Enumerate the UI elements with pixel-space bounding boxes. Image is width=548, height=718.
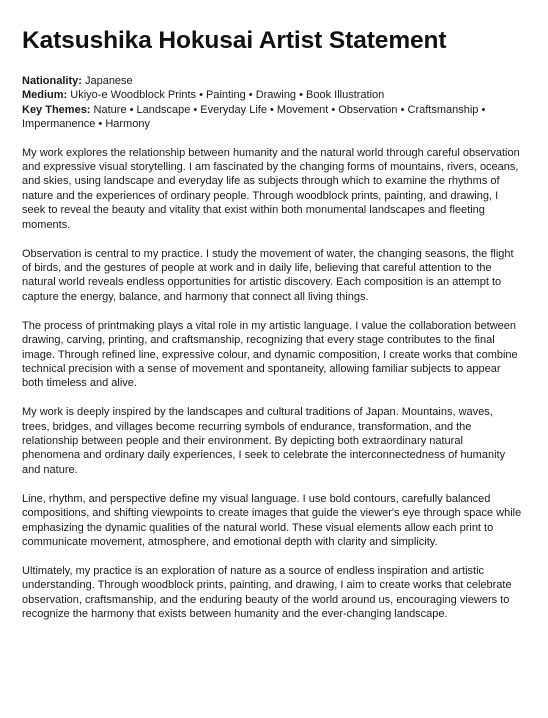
paragraph-intro: My work explores the relationship between humanity and the natural world through careful observation and expressive visual storytelling. I am fascinated by the changing forms of mountains, rivers, oceans, and skies, using landscape and everyday life as subjects through which to examine the rhythms of nature and the experiences of ordinary people. Through woodblock prints, painting, and drawing, I seek to reveal the beauty and vitality that exist within both monumental landscapes and fleeting moments. [22, 146, 520, 231]
meta-nationality-value: Japanese [81, 75, 133, 87]
document-title: Katsushika Hokusai Artist Statement [22, 27, 447, 54]
meta-nationality-label: Nationality: [22, 75, 82, 87]
meta-medium-label: Medium: [22, 89, 68, 102]
meta-key-themes-value: Nature • Landscape • Everyday Life • Movement • Observation • Craftsmanship • Impermanence • Harmony [22, 103, 486, 131]
meta-medium-value: Ukiyo-e Woodblock Prints • Painting • Drawing • Book Illustration [67, 89, 385, 102]
paragraph-observation: Observation is central to my practice. I study the movement of water, the changing seasons, the flight of birds, and the gestures of people at work and in daily life, believing that careful attention to the natural world reveals endless opportunities for artistic discovery. Each composition is an attempt to capture the energy, balance, and harmony that connect all living things. [22, 247, 514, 303]
meta-key-themes-label: Key Themes: [22, 103, 91, 116]
meta-medium [22, 88, 522, 102]
meta-nationality [22, 74, 522, 88]
paragraph-visual-language: Line, rhythm, and perspective define my visual language. I use bold contours, carefully balanced compositions, and shifting viewpoints to create images that guide the viewer's eye through space while emphasizing the dynamic qualities of the natural world. These visual elements allow each print to communicate movement, atmosphere, and emotional depth with clarity and simplicity. [22, 492, 522, 548]
document-page [22, 26, 522, 636]
paragraph-conclusion: Ultimately, my practice is an exploration of nature as a source of endless inspiration and artistic understanding. Through woodblock prints, painting, and drawing, I aim to create works that celebrate observation, craftsmanship, and the enduring beauty of the world around us, encouraging viewers to recognize the harmony that exists between humanity and the ever-changing landscape. [22, 564, 512, 621]
artist-meta [22, 74, 522, 132]
paragraph-inspiration: My work is deeply inspired by the landscapes and cultural traditions of Japan. Mountains, waves, trees, bridges, and villages become recurring symbols of endurance, transformation, and the relationship between people and their environment. By depicting both extraordinary natural phenomena and ordinary daily experiences, I seek to celebrate the interconnectedness of humanity and nature. [22, 406, 506, 476]
paragraph-printmaking: The process of printmaking plays a vital role in my artistic language. I value the collaboration between drawing, carving, printing, and craftsmanship, recognizing that every stage contributes to the final image. Through refined line, expressive colour, and dynamic composition, I create works that combine technical precision with a sense of movement and spontaneity, allowing familiar subjects to appear both timeless and alive. [22, 319, 518, 390]
meta-key-themes [22, 103, 522, 132]
